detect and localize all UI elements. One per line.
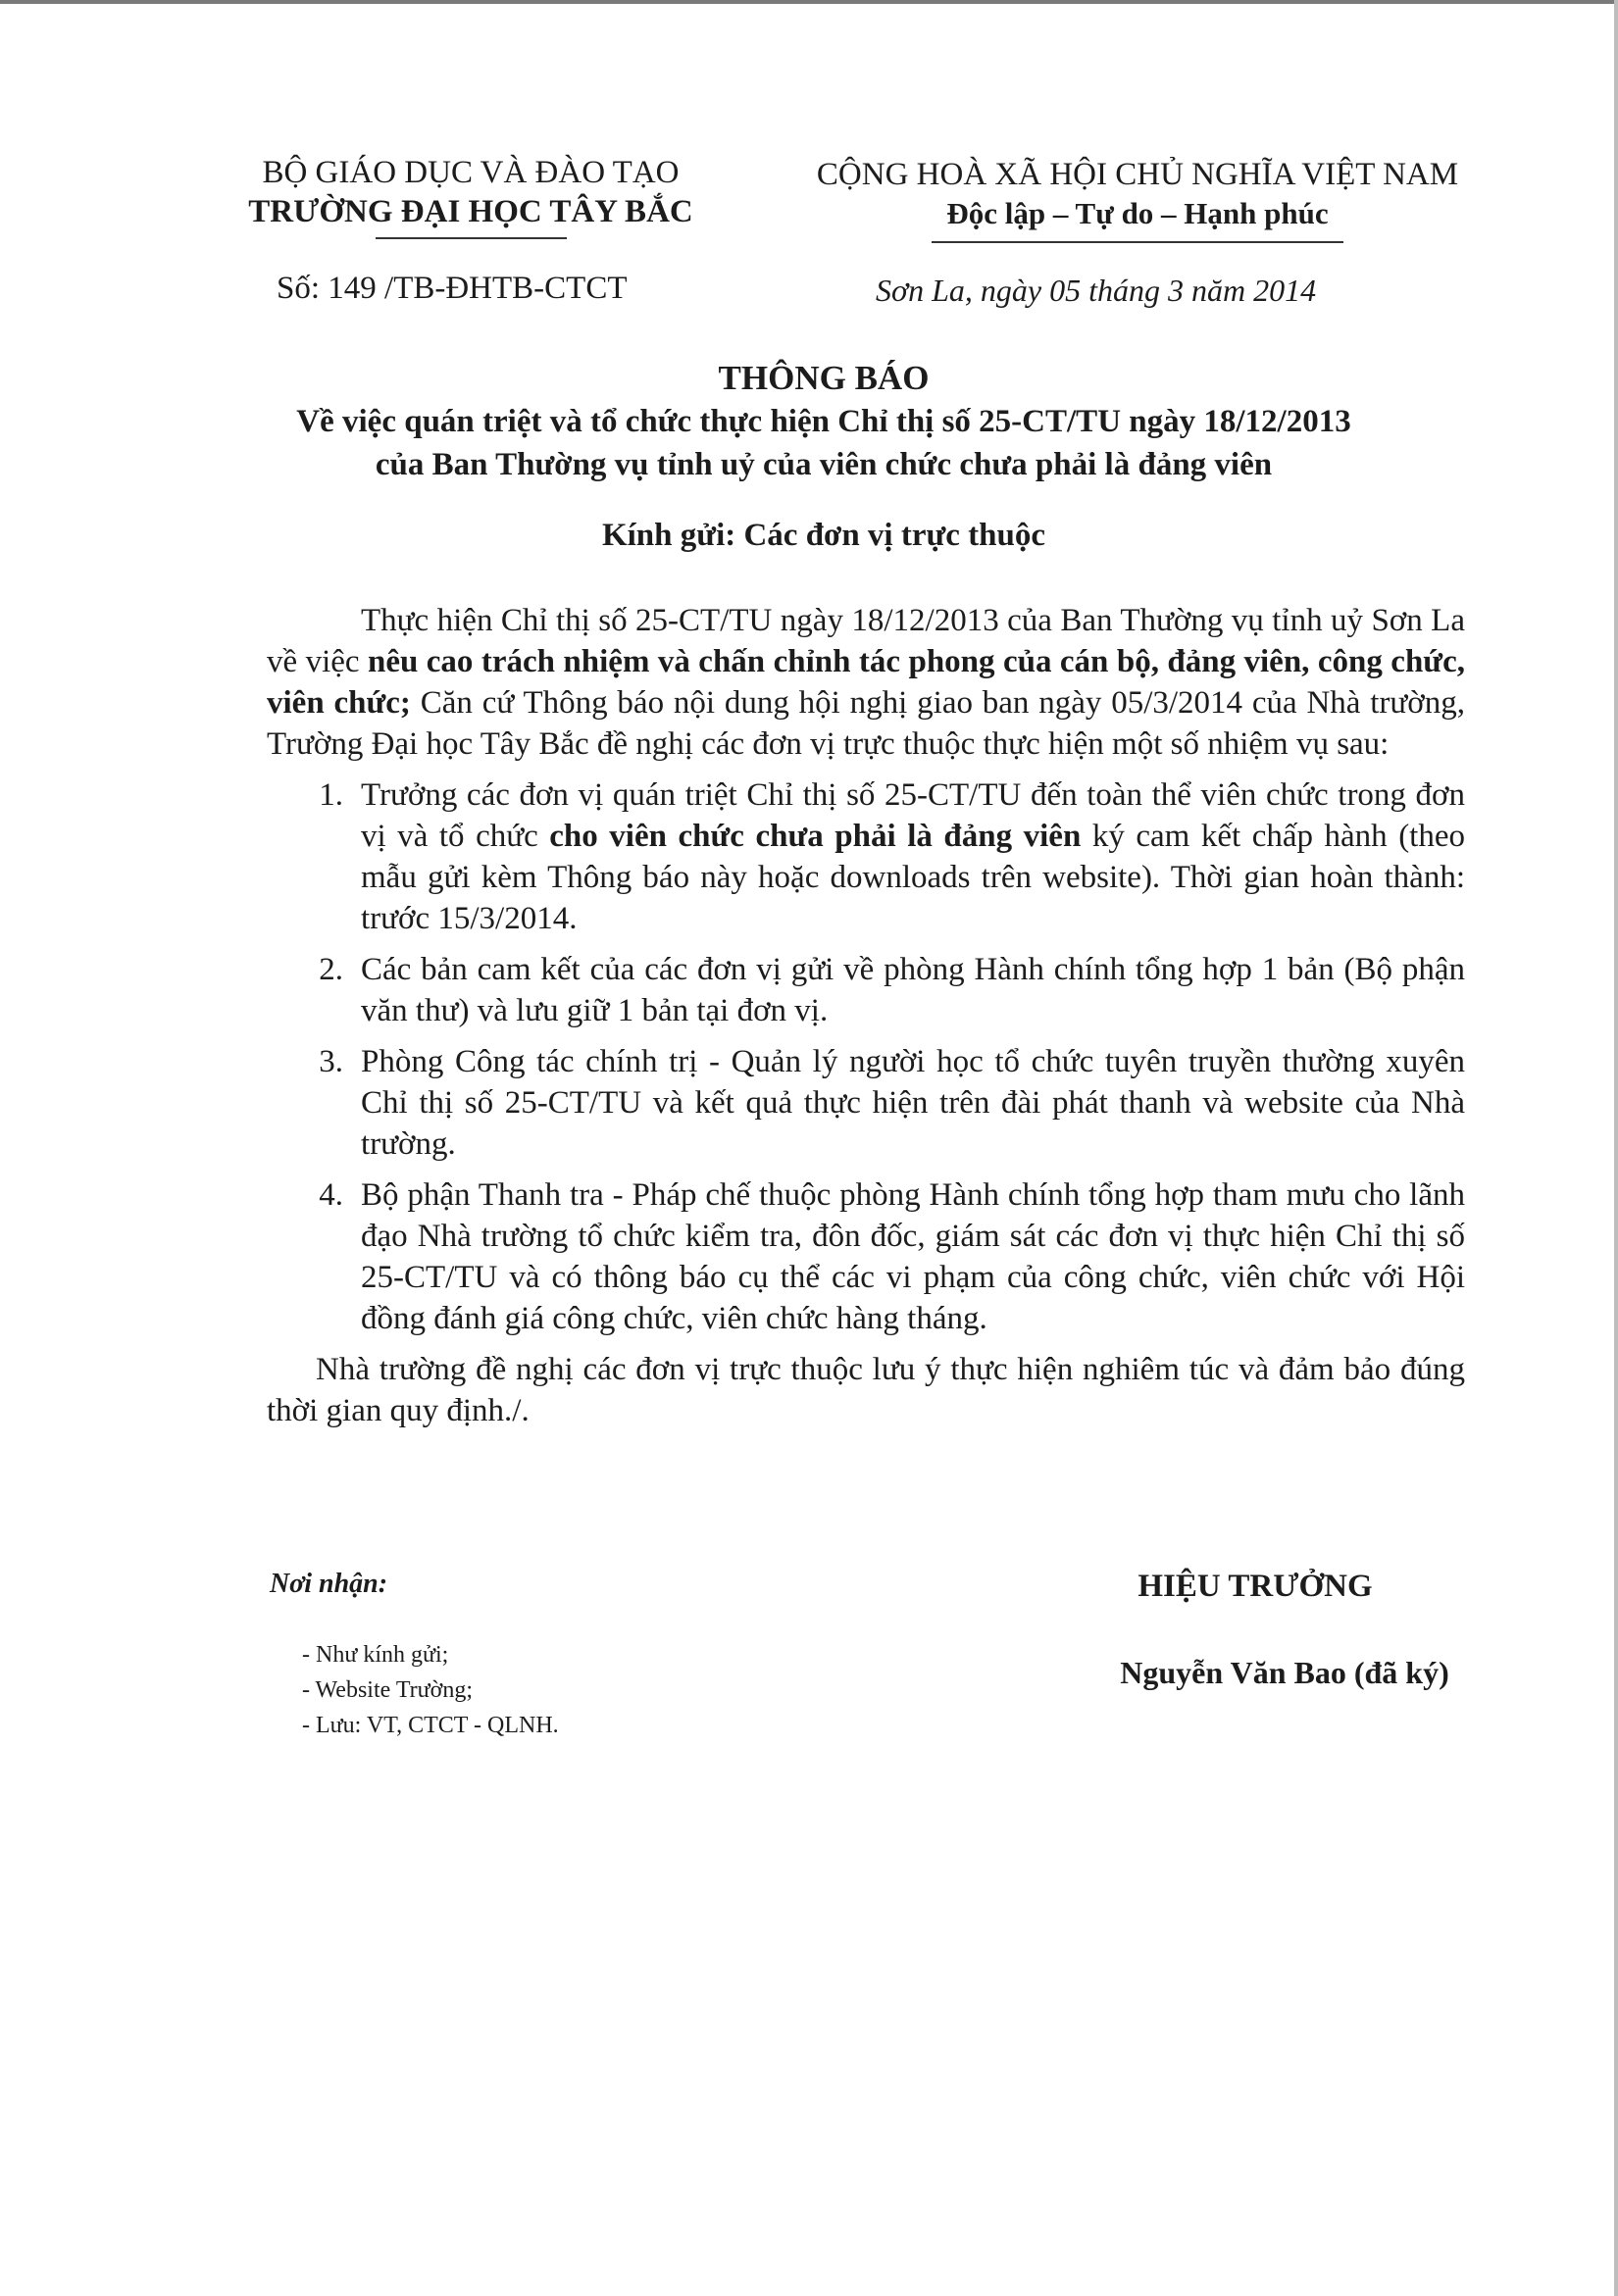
issuer-header <box>226 153 716 239</box>
task-text-bold: cho viên chức chưa phải là đảng viên <box>549 819 1082 854</box>
signer-title: HIỆU TRƯỞNG <box>1138 1569 1373 1604</box>
title-main: THÔNG BÁO <box>718 359 930 397</box>
scan-edge-right <box>1614 0 1618 2296</box>
task-text: Phòng Công tác chính trị - Quản lý người học tổ chức tuyên truyền thường xuyên Chỉ thị số 25-CT/TU và kết quả thực hiện trên đài phát thanh và website của Nhà trường. <box>361 1044 1465 1162</box>
country-name: CỘNG HOÀ XÃ HỘI CHỦ NGHĨA VIỆT NAM <box>816 157 1459 192</box>
document-body <box>267 600 1465 1431</box>
list-item <box>267 1174 1465 1339</box>
intro-text-1: Thực hiện Chỉ thị số 25-CT/TU ngày 18/12/2013 của Ban Thường vụ tỉnh uỷ Sơn La về việc <box>267 603 1465 679</box>
document-number: Số: 149 /TB-ĐHTB-CTCT <box>277 271 628 306</box>
title-subject-line-1: Về việc quán triệt và tổ chức thực hiện Chỉ thị số 25-CT/TU ngày 18/12/2013 <box>296 404 1351 439</box>
signer-name: Nguyễn Văn Bao (đã ký) <box>1120 1655 1449 1690</box>
list-item <box>267 949 1465 1031</box>
task-list <box>267 774 1465 1339</box>
task-number: 4. <box>319 1177 343 1213</box>
place-date: Sơn La, ngày 05 tháng 3 năm 2014 <box>876 273 1317 308</box>
list-item: - Như kính gửi; <box>302 1642 449 1668</box>
task-text <box>361 774 1465 939</box>
list-item <box>267 774 1465 939</box>
title-subject-line-2: của Ban Thường vụ tỉnh uỷ của viên chức chưa phải là đảng viên <box>375 447 1273 482</box>
list-item: - Lưu: VT, CTCT - QLNH. <box>302 1713 559 1738</box>
list-item <box>267 1041 1465 1165</box>
document-title <box>245 357 1402 486</box>
task-text-part: Trưởng các đơn vị quán triệt Chỉ thị số 25-CT/TU đến toàn thể viên chức trong đơn vị và tổ chức <box>361 777 1465 854</box>
school-name: TRƯỜNG ĐẠI HỌC TÂY BẮC <box>248 194 693 229</box>
task-number: 2. <box>319 952 343 987</box>
national-header <box>784 155 1491 243</box>
task-text: Các bản cam kết của các đơn vị gửi về phòng Hành chính tổng hợp 1 bản (Bộ phận văn thư) và lưu giữ 1 bản tại đơn vị. <box>361 952 1465 1028</box>
ministry-name: BỘ GIÁO DỤC VÀ ĐÀO TẠO <box>262 155 680 190</box>
task-number: 1. <box>319 777 343 813</box>
recipients-list <box>302 1637 559 1743</box>
intro-paragraph <box>267 600 1465 765</box>
motto-underline <box>932 241 1343 243</box>
intro-text-2: Căn cứ Thông báo nội dung hội nghị giao ban ngày 05/3/2014 của Nhà trường, Trường Đại học Tây Bắc đề nghị các đơn vị trực thuộc thực hiện một số nhiệm vụ sau: <box>267 685 1465 762</box>
national-motto: Độc lập – Tự do – Hạnh phúc <box>946 196 1329 230</box>
task-text: Bộ phận Thanh tra - Pháp chế thuộc phòng Hành chính tổng hợp tham mưu cho lãnh đạo Nhà trường tổ chức kiểm tra, đôn đốc, giám sát các đơn vị thực hiện Chỉ thị số 25-CT/TU và có thông báo cụ thể các vi phạm của công chức, viên chức với Hội đồng đánh giá công chức, viên chức hàng tháng. <box>361 1177 1465 1336</box>
issuer-underline <box>376 237 567 239</box>
task-text-part: ký cam kết chấp hành (theo mẫu gửi kèm Thông báo này hoặc downloads trên website). Thời gian hoàn thành: trước 15/3/2014. <box>361 819 1465 936</box>
intro-text-bold: nêu cao trách nhiệm và chấn chỉnh tác phong của cán bộ, đảng viên, công chức, viên chức; <box>267 644 1466 721</box>
closing-paragraph: Nhà trường đề nghị các đơn vị trực thuộc lưu ý thực hiện nghiêm túc và đảm bảo đúng thời gian quy định./. <box>267 1352 1465 1428</box>
task-number: 3. <box>319 1044 343 1079</box>
scan-edge-top <box>0 0 1618 4</box>
recipients-label: Nơi nhận: <box>270 1569 388 1599</box>
addressee: Kính gửi: Các đơn vị trực thuộc <box>601 518 1046 553</box>
list-item: - Website Trường; <box>302 1677 474 1703</box>
